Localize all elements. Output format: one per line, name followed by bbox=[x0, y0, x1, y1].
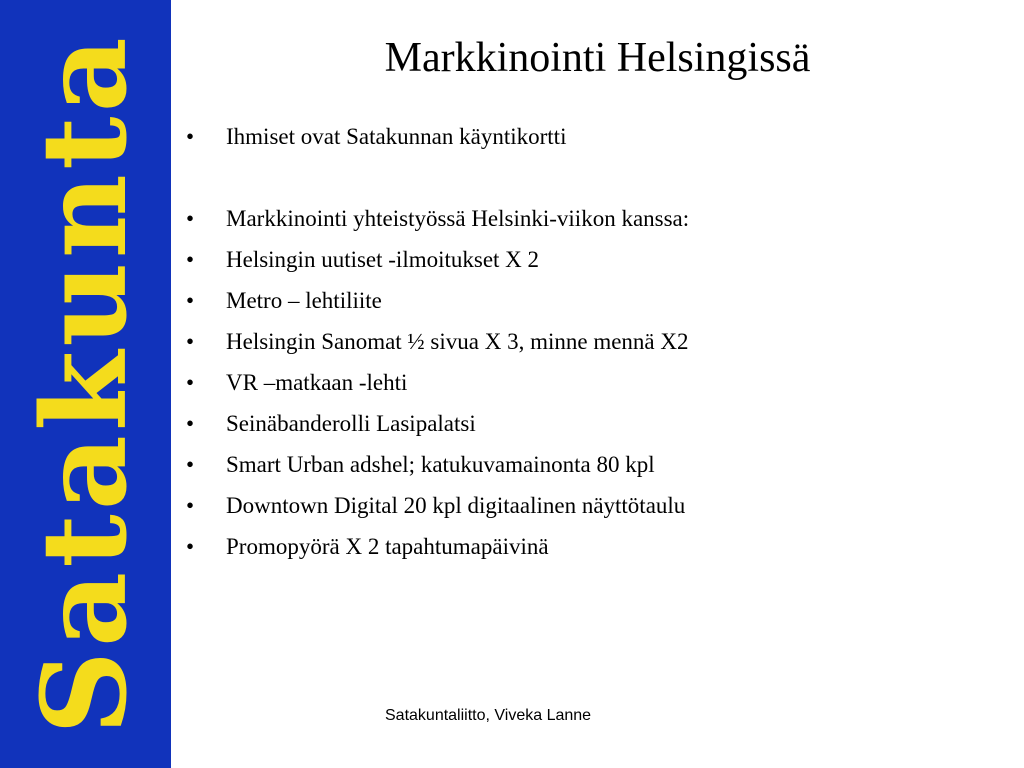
bullet-text: Metro – lehtiliite bbox=[226, 288, 382, 313]
bullet-dot: • bbox=[186, 370, 195, 395]
bullet-item bbox=[186, 321, 1006, 362]
bullet-item bbox=[186, 403, 1006, 444]
bullet-text: Promopyörä X 2 tapahtumapäivinä bbox=[226, 534, 549, 559]
bullet-dot: • bbox=[186, 452, 195, 477]
bullet-item bbox=[186, 526, 1006, 567]
bullet-dot: • bbox=[186, 329, 195, 354]
satakunta-side-band bbox=[0, 0, 171, 768]
footer-text: Satakuntaliitto, Viveka Lanne bbox=[385, 707, 592, 724]
bullet-text: Seinäbanderolli Lasipalatsi bbox=[226, 411, 476, 436]
bullet-item bbox=[186, 444, 1006, 485]
bullet-text: Ihmiset ovat Satakunnan käyntikortti bbox=[226, 124, 567, 149]
bullet-dot: • bbox=[186, 124, 195, 149]
bullet-dot: • bbox=[186, 493, 195, 518]
bullet-list bbox=[186, 116, 1006, 567]
bullet-text: Downtown Digital 20 kpl digitaalinen näyttötaulu bbox=[226, 493, 686, 518]
bullet-item bbox=[186, 198, 1006, 239]
satakunta-logo-text: Satakunta bbox=[17, 33, 153, 735]
bullet-item bbox=[186, 280, 1006, 321]
bullet-item bbox=[186, 116, 1006, 157]
bullet-spacer bbox=[186, 157, 1006, 198]
bullet-dot: • bbox=[186, 206, 195, 231]
bullet-text: Helsingin uutiset -ilmoitukset X 2 bbox=[226, 247, 540, 272]
bullet-dot: • bbox=[186, 288, 195, 313]
bullet-item bbox=[186, 239, 1006, 280]
bullet-item bbox=[186, 362, 1006, 403]
bullet-text: Helsingin Sanomat ½ sivua X 3, minne mennä X2 bbox=[226, 329, 689, 354]
bullet-text: Markkinointi yhteistyössä Helsinki-viikon kanssa: bbox=[226, 206, 690, 231]
slide-title: Markkinointi Helsingissä bbox=[384, 35, 811, 81]
bullet-item bbox=[186, 485, 1006, 526]
bullet-dot: • bbox=[186, 411, 195, 436]
bullet-text: Smart Urban adshel; katukuvamainonta 80 kpl bbox=[226, 452, 655, 477]
bullet-text: VR –matkaan -lehti bbox=[226, 370, 408, 395]
bullet-dot: • bbox=[186, 247, 195, 272]
bullet-dot: • bbox=[186, 534, 195, 559]
